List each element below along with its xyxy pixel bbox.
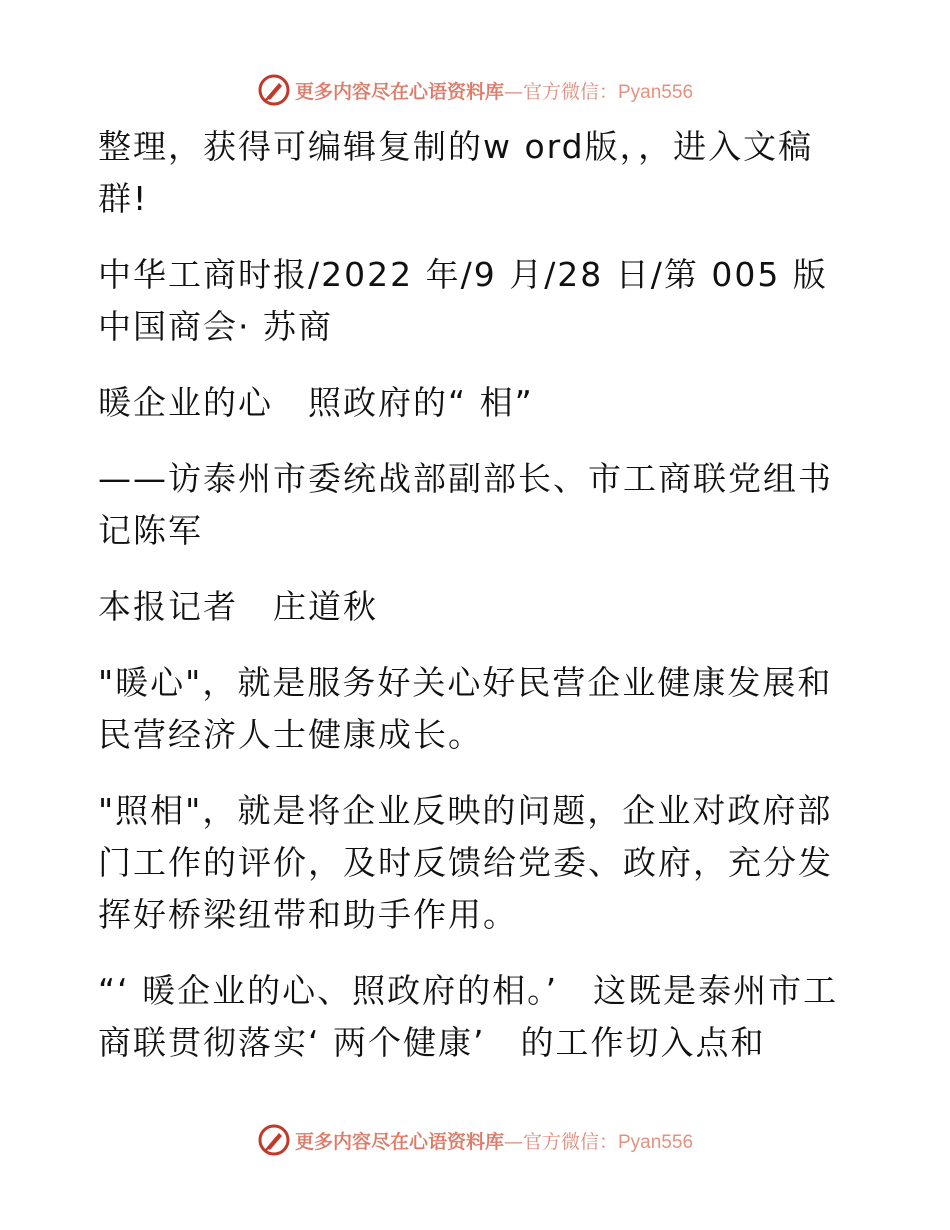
pen-nib-logo-icon [257, 1123, 291, 1157]
header-banner-text [295, 77, 693, 104]
article-subtitle: ——访泰州市委统战部副部长、市工商联党组书记陈军 [98, 459, 833, 550]
paragraph: “‘ 暖企业的心、照政府的相。’ 这既是泰州市工商联贯彻落实‘ 两个健康’ 的工作切入点和 [98, 971, 839, 1062]
document-body [98, 121, 858, 1093]
paragraph: 整理，获得可编辑复制的w ord版，，进入文稿群! [98, 127, 814, 218]
header-brand: 更多内容尽在心语资料库 [294, 80, 504, 103]
footer-dash: — [503, 1130, 523, 1153]
footer-brand: 更多内容尽在心语资料库 [294, 1130, 504, 1153]
footer-banner-text [295, 1127, 693, 1154]
header-banner [0, 70, 950, 110]
header-dash: — [503, 80, 523, 103]
footer-account: Pyan556 [618, 1131, 694, 1153]
paragraph: 中华工商时报/2022 年/9 月/28 日/第 005 版中国商会· 苏商 [98, 255, 828, 346]
byline: 本报记者 庄道秋 [98, 587, 378, 626]
paragraph: "照相"，就是将企业反映的问题，企业对政府部门工作的评价，及时反馈给党委、政府，充分发挥好桥梁纽带和助手作用。 [98, 791, 833, 934]
footer-banner [0, 1120, 950, 1160]
pen-nib-logo-icon [257, 73, 291, 107]
paragraph: "暖心"，就是服务好关心好民营企业健康发展和民营经济人士健康成长。 [98, 663, 833, 754]
footer-label: 官方微信： [522, 1130, 618, 1153]
article-title: 暖企业的心 照政府的“ 相” [98, 383, 534, 422]
header-label: 官方微信： [522, 80, 618, 103]
header-account: Pyan556 [618, 81, 694, 103]
